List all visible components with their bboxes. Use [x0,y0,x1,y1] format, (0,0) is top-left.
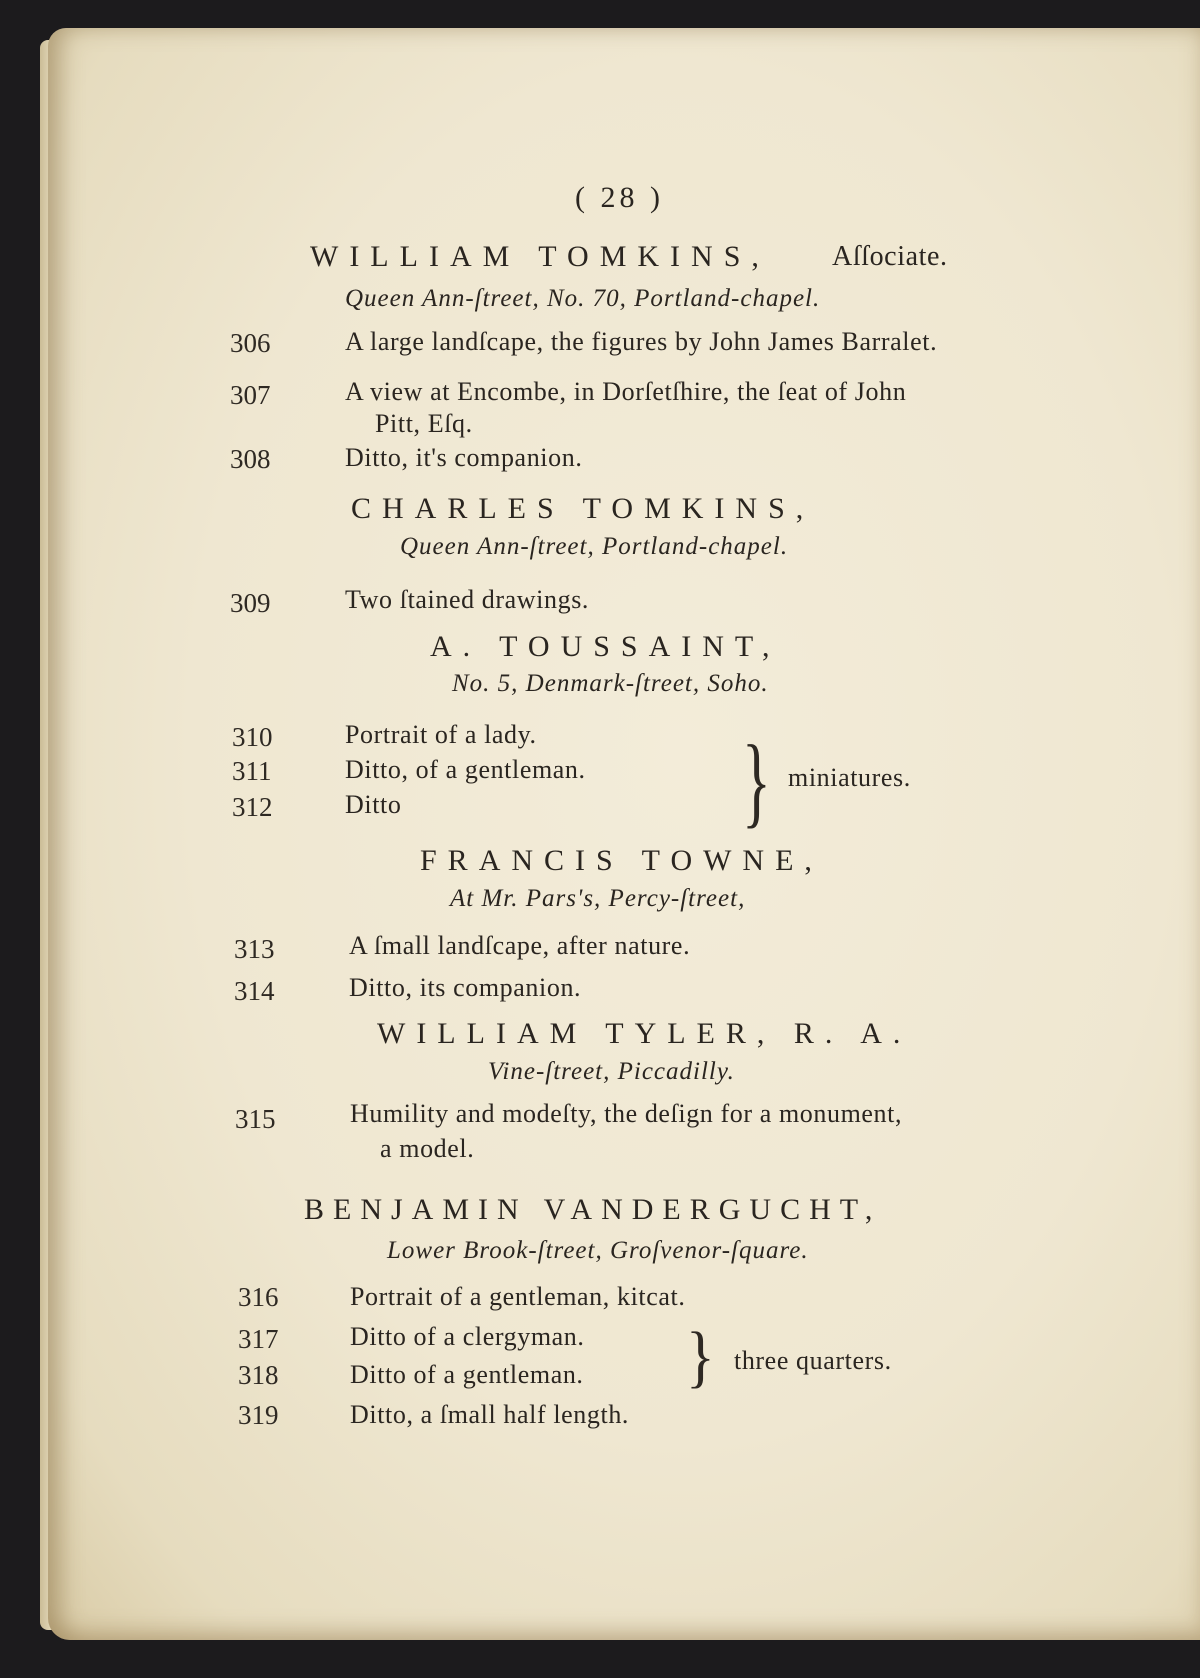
catalogue-number: 310 [232,722,273,752]
artist-address: Lower Brook-ſtreet, Groſvenor-ſquare. [387,1237,809,1264]
group-note: miniatures. [788,763,911,792]
artist-address: At Mr. Pars's, Percy-ſtreet, [450,885,746,912]
artist-name: A. TOUSSAINT, [430,630,781,663]
work-title: Ditto of a clergyman. [350,1322,585,1351]
brace-icon: } [686,1318,715,1395]
work-title: Ditto of a gentleman. [350,1360,584,1389]
artist-name: BENJAMIN VANDERGUCHT, [304,1193,882,1226]
work-title: A ſmall landſcape, after nature. [349,931,691,960]
catalogue-number: 316 [238,1282,279,1312]
brace-icon: } [742,724,771,838]
work-title: Ditto, of a gentleman. [345,755,586,784]
catalogue-number: 318 [238,1360,279,1390]
catalogue-number: 309 [230,588,271,618]
catalogue-number: 315 [235,1104,276,1134]
work-title: Ditto, a ſmall half length. [350,1400,630,1429]
work-title: Humility and modeſty, the deſign for a monument, [350,1099,903,1128]
page-number: ( 28 ) [575,181,664,214]
catalogue-number: 308 [230,444,271,474]
artist-address: Queen Ann-ſtreet, No. 70, Portland-chapel. [345,285,821,312]
work-title: A view at Encombe, in Dorſetſhire, the ſeat of John [345,377,907,406]
artist-name: WILLIAM TOMKINS, [310,240,770,273]
artist-name: CHARLES TOMKINS, [351,492,815,525]
artist-address: Queen Ann-ſtreet, Portland-chapel. [400,533,789,560]
catalogue-number: 313 [234,934,275,964]
work-title-continued: a model. [380,1134,475,1163]
catalogue-number: 314 [234,976,275,1006]
work-title: Ditto, it's companion. [345,443,583,472]
catalogue-number: 312 [232,792,273,822]
catalogue-number: 319 [238,1400,279,1430]
catalogue-page [48,28,1200,1640]
group-note: three quarters. [734,1346,892,1375]
artist-suffix: Aſſociate. [832,241,948,272]
work-title: Portrait of a lady. [345,720,537,749]
artist-name: FRANCIS TOWNE, [420,844,823,877]
work-title: Ditto [345,790,402,819]
artist-name: WILLIAM TYLER, R. A. [377,1017,912,1050]
catalogue-number: 307 [230,380,271,410]
artist-address: Vine-ſtreet, Piccadilly. [488,1058,735,1085]
catalogue-number: 311 [232,756,272,786]
work-title-continued: Pitt, Eſq. [375,409,473,438]
work-title: Two ſtained drawings. [345,585,590,614]
catalogue-number: 317 [238,1324,279,1354]
artist-address: No. 5, Denmark-ſtreet, Soho. [452,670,769,697]
work-title: Portrait of a gentleman, kitcat. [350,1282,686,1311]
catalogue-number: 306 [230,328,271,358]
work-title: Ditto, its companion. [349,973,582,1002]
work-title: A large landſcape, the figures by John James Barralet. [345,327,938,356]
